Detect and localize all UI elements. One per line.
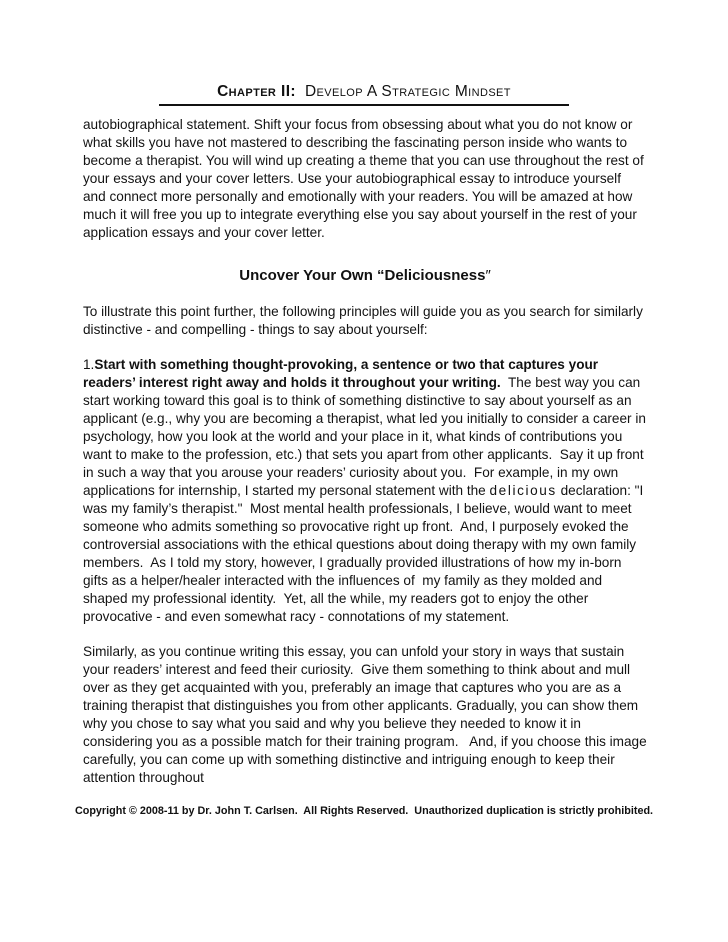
copyright-footer: Copyright © 2008-11 by Dr. John T. Carlsen. All Rights Reserved. Unauthorized duplication is strictly prohibited. — [74, 805, 654, 817]
chapter-title: Develop A Strategic Mindset — [304, 83, 511, 100]
principle-1-number: 1. — [83, 357, 95, 372]
chapter-label: Chapter II: — [217, 83, 296, 100]
similarly-paragraph: Similarly, as you continue writing this essay, you can unfold your story in ways that sustain your readers’ interest and feed their curiosity. Give them something to think about and mull over as they get acquainted with you, preferably an image that captures who you are as a training therapist that distinguishes you from other applicants. Gradually, you can show them why you chose to say what you said and why you believe they needed to know it in considering you as a possible match for their training program. And, if you choose this image carefully, you can come up with something distinctive and intriguing enough to keep their attention throughout — [83, 644, 651, 785]
principle-1-body-after: declaration: "I was my family’s therapist." Most mental health professionals, I believe, would want to meet someone who admits something so provocative right up front. And, I purposely evoked the controversial associations with the ethical questions about doing therapy with my own family members. As I told my story, however, I gradually provided illustrations of how my in-born gifts as a helper/healer interacted with the influences of my family as they molded and shaped my professional identity. Yet, all the while, my readers got to enjoy the other provocative - and even somewhat racy - connotations of my statement. — [83, 483, 648, 624]
delicious-word: delicious — [489, 483, 557, 498]
principles-intro-paragraph: To illustrate this point further, the following principles will guide you as you search for similarly distinctive - and compelling - things to say about yourself: — [83, 304, 647, 337]
section-heading-closing-quote: ″ — [485, 267, 491, 284]
page-body — [0, 116, 728, 787]
section-heading — [83, 267, 647, 285]
intro-paragraph: autobiographical statement. Shift your focus from obsessing about what you do not know or what skills you have not mastered to describing the fascinating person inside who wants to become a therapist. You will wind up creating a theme that you can use throughout the rest of your essays and your cover letters. Use your autobiographical essay to introduce yourself and connect more personally and emotionally with your readers. You will be amazed at how much it will free you up to integrate everything else you say about yourself in the rest of your application essays and your cover letter. — [83, 117, 648, 240]
principle-1-paragraph — [83, 356, 650, 626]
section-heading-text: Uncover Your Own “Deliciousness — [239, 267, 486, 284]
chapter-header — [0, 83, 728, 101]
principle-1-bold-lead: Start with something thought-provoking, a sentence or two that captures your readers’ interest right away and holds it throughout your writing. — [83, 357, 602, 390]
header-rule — [159, 104, 569, 106]
principle-1-body-before: The best way you can start working toward this goal is to think of something distinctive to say about yourself as an applicant (e.g., why you are becoming a therapist, what led you initially to consider a career in psychology, how you look at the world and your place in it, what kinds of contributions you want to make to the profession, etc.) that sets you apart from other applicants. Say it up front in such a way that you arouse your readers’ curiosity about you. For example, in my own applications for internship, I started my personal statement with the — [83, 375, 650, 498]
